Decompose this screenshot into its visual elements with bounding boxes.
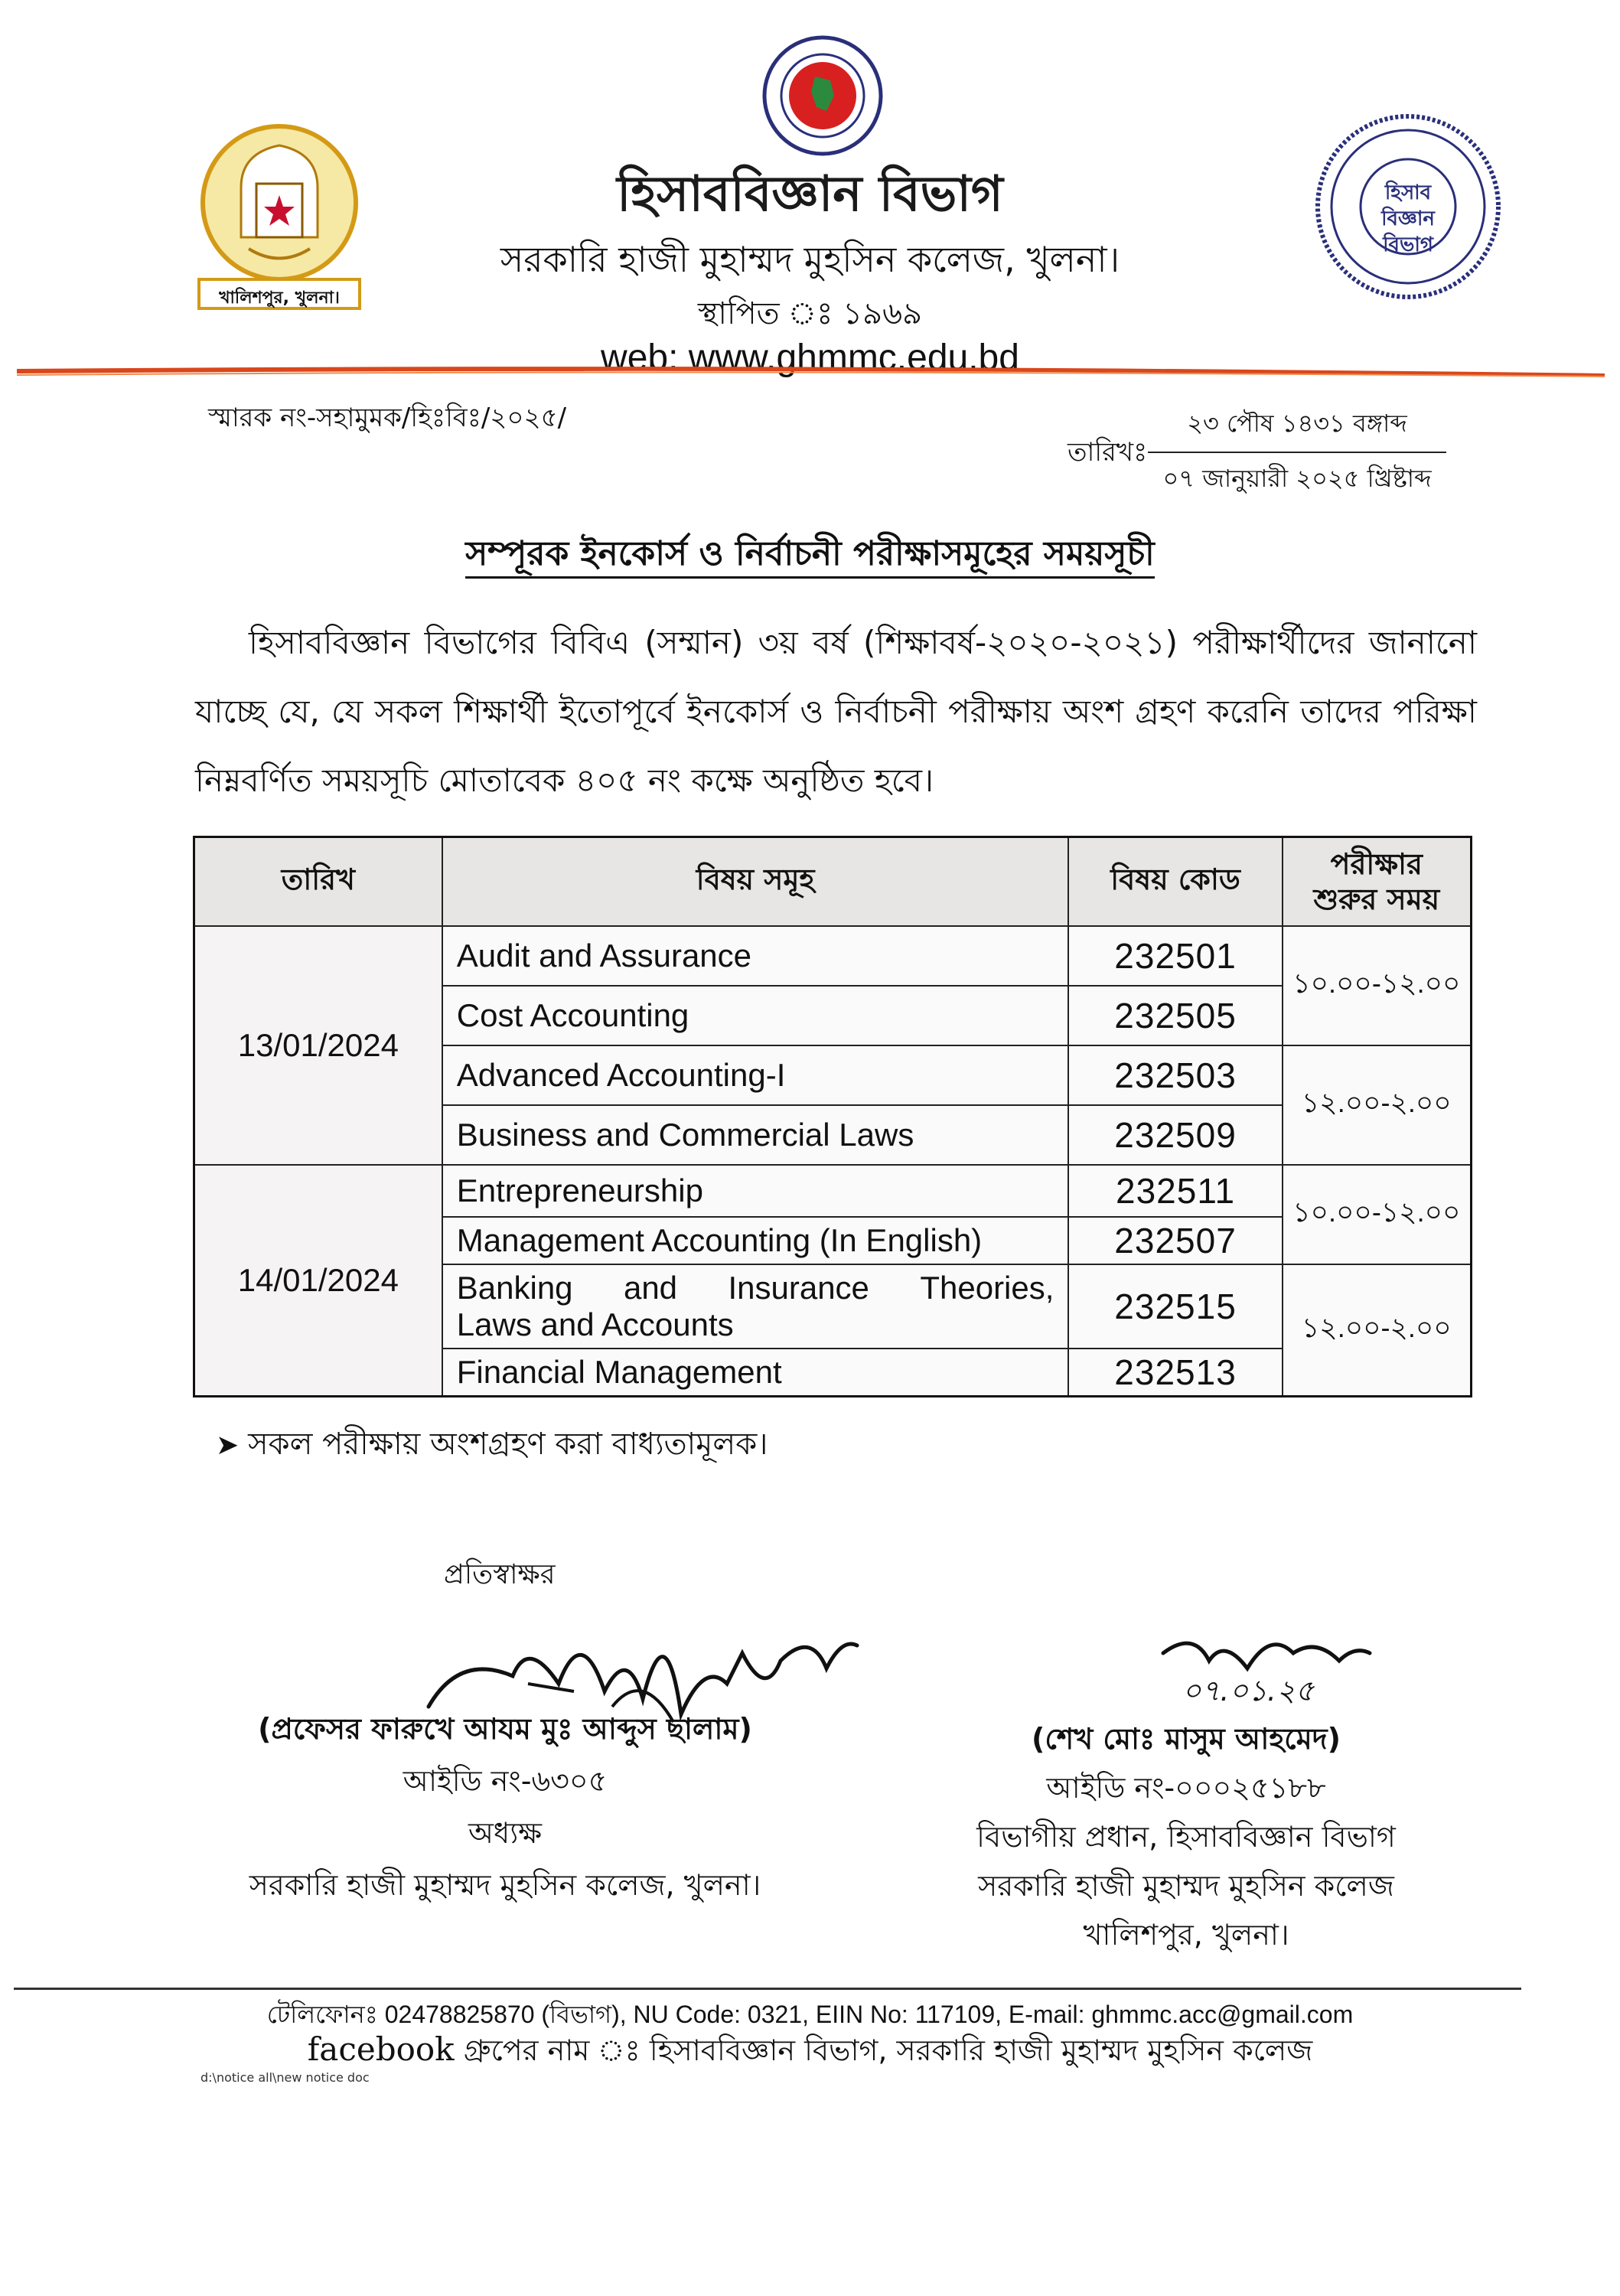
subject-code: 232507 — [1068, 1217, 1282, 1264]
header-code: বিষয় কোড — [1068, 837, 1282, 927]
exam-time: ১২.০০-২.০০ — [1283, 1264, 1472, 1397]
date-bangla: ২৩ পৌষ ১৪৩১ বঙ্গাব্দ — [1148, 404, 1446, 453]
mandatory-note-text: সকল পরীক্ষায় অংশগ্রহণ করা বাধ্যতামূলক। — [248, 1427, 768, 1462]
table-row — [194, 926, 1472, 986]
subject-name — [442, 1264, 1069, 1349]
memo-number: স্মারক নং-সহামুমক/হিঃবিঃ/২০২৫/ — [208, 403, 567, 433]
subject-word: Theories, — [920, 1270, 1054, 1306]
logo-caption: খালিশপুর, খুলনা। — [219, 289, 340, 308]
head-designation: বিভাগীয় প্রধান, হিসাববিজ্ঞান বিভাগ — [976, 1820, 1396, 1854]
department-title: হিসাববিজ্ঞান বিভাগ — [617, 165, 1003, 223]
notice-heading — [0, 528, 1620, 584]
principal-id: আইডি নং-৬৩০৫ — [403, 1764, 608, 1798]
subject-word: Banking — [456, 1270, 573, 1306]
subject-name: Financial Management — [442, 1349, 1069, 1397]
header-time-line2: শুরুর সময় — [1313, 882, 1440, 916]
date-english: ০৭ জানুয়ারী ২০২৫ খ্রিষ্টাব্দ — [1162, 464, 1432, 493]
notice-body: হিসাববিজ্ঞান বিভাগের বিবিএ (সম্মান) ৩য় বর্ষ (শিক্ষাবর্ষ-২০২০-২০২১) পরীক্ষার্থীদের জানানো যাচ্ছে যে, যে সকল শিক্ষার্থী ইতোপূর্বে ইনকোর্স ও নির্বাচনী পরীক্ষায় অংশ গ্রহণ করেনি তাদের পরিক্ষা নিম্নবর্ণিত সময়সূচি মোতাবেক ৪০৫ নং কক্ষে অনুষ্ঠিত হবে। — [195, 624, 1477, 799]
government-seal — [761, 34, 884, 157]
college-name: সরকারি হাজী মুহাম্মদ মুহসিন কলেজ, খুলনা। — [500, 239, 1120, 280]
footer-divider — [14, 1988, 1521, 1990]
subject-code: 232505 — [1068, 986, 1282, 1045]
header-time-line1: পরীক্ষার — [1330, 847, 1423, 881]
header-time — [1283, 837, 1472, 927]
exam-date: 13/01/2024 — [194, 926, 442, 1165]
table-header-row — [194, 837, 1472, 927]
header-subject: বিষয় সমূহ — [442, 837, 1069, 927]
principal-name: (প্রফেসর ফারুখে আযম মুঃ আব্দুস ছালাম) — [258, 1712, 752, 1746]
facebook-group: গ্রুপের নাম ঃ হিসাববিজ্ঞান বিভাগ, সরকারি হাজী মুহাম্মদ মুহসিন কলেজ — [454, 2033, 1313, 2067]
established-year: স্থাপিত ঃ ১৯৬৯ — [697, 296, 923, 331]
principal-block — [191, 1703, 819, 1911]
principal-designation: অধ্যক্ষ — [468, 1816, 542, 1850]
head-signature-date: ০৭.০১.২৫ — [1182, 1674, 1315, 1707]
notice-heading-text: সম্পূরক ইনকোর্স ও নির্বাচনী পরীক্ষাসমূহের সময়সূচী — [465, 534, 1155, 579]
subject-name: Cost Accounting — [442, 986, 1069, 1045]
exam-time: ১০.০০-১২.০০ — [1283, 1165, 1472, 1264]
subject-name: Entrepreneurship — [442, 1165, 1069, 1217]
subject-code: 232511 — [1068, 1165, 1282, 1217]
file-path: d:\notice all\new notice doc — [200, 2070, 370, 2085]
mandatory-note — [216, 1420, 768, 1471]
subject-word: and — [623, 1270, 678, 1306]
principal-institution: সরকারি হাজী মুহাম্মদ মুহসিন কলেজ, খুলনা। — [249, 1868, 761, 1902]
head-location: খালিশপুর, খুলনা। — [1083, 1918, 1289, 1952]
department-seal-text: হিসাব বিজ্ঞান বিভাগ — [1381, 181, 1435, 256]
subject-code: 232513 — [1068, 1349, 1282, 1397]
head-id: আইডি নং-০০০২৫১৮৮ — [1046, 1771, 1326, 1805]
subject-name-line2: Laws and Accounts — [456, 1306, 734, 1342]
subject-code: 232509 — [1068, 1105, 1282, 1165]
exam-time: ১২.০০-২.০০ — [1283, 1045, 1472, 1165]
subject-word: Insurance — [728, 1270, 869, 1306]
website[interactable]: web: www.ghmmc.edu.bd — [601, 338, 1019, 378]
arrow-bullet-icon: ➤ — [216, 1430, 240, 1461]
footer-contact: টেলিফোনঃ 02478825870 (বিভাগ), NU Code: 0321, EIIN No: 117109, E-mail: ghmmc.acc@gmail.com — [266, 2001, 1354, 2028]
date-label: তারিখঃ — [1068, 437, 1148, 468]
head-block — [941, 1714, 1431, 1959]
head-name: (শেখ মোঃ মাসুম আহমেদ) — [1031, 1722, 1341, 1756]
exam-time: ১০.০০-১২.০০ — [1283, 926, 1472, 1045]
subject-code: 232515 — [1068, 1264, 1282, 1349]
header-date: তারিখ — [194, 837, 442, 927]
subject-code: 232503 — [1068, 1045, 1282, 1105]
subject-name: Management Accounting (In English) — [442, 1217, 1069, 1264]
exam-date: 14/01/2024 — [194, 1165, 442, 1397]
header-divider — [17, 364, 1605, 378]
countersign-label: প্রতিস্বাক্ষর — [444, 1559, 556, 1590]
head-institution: সরকারি হাজী মুহাম্মদ মুহসিন কলেজ — [978, 1869, 1394, 1903]
subject-name: Business and Commercial Laws — [442, 1105, 1069, 1165]
exam-schedule-table — [193, 836, 1472, 1397]
subject-name: Audit and Assurance — [442, 926, 1069, 986]
subject-name: Advanced Accounting-I — [442, 1045, 1069, 1105]
subject-name-line1 — [457, 1270, 1054, 1306]
table-row — [194, 1165, 1472, 1217]
subject-code: 232501 — [1068, 926, 1282, 986]
facebook-word: facebook — [307, 2030, 455, 2068]
date-block — [1148, 404, 1446, 501]
